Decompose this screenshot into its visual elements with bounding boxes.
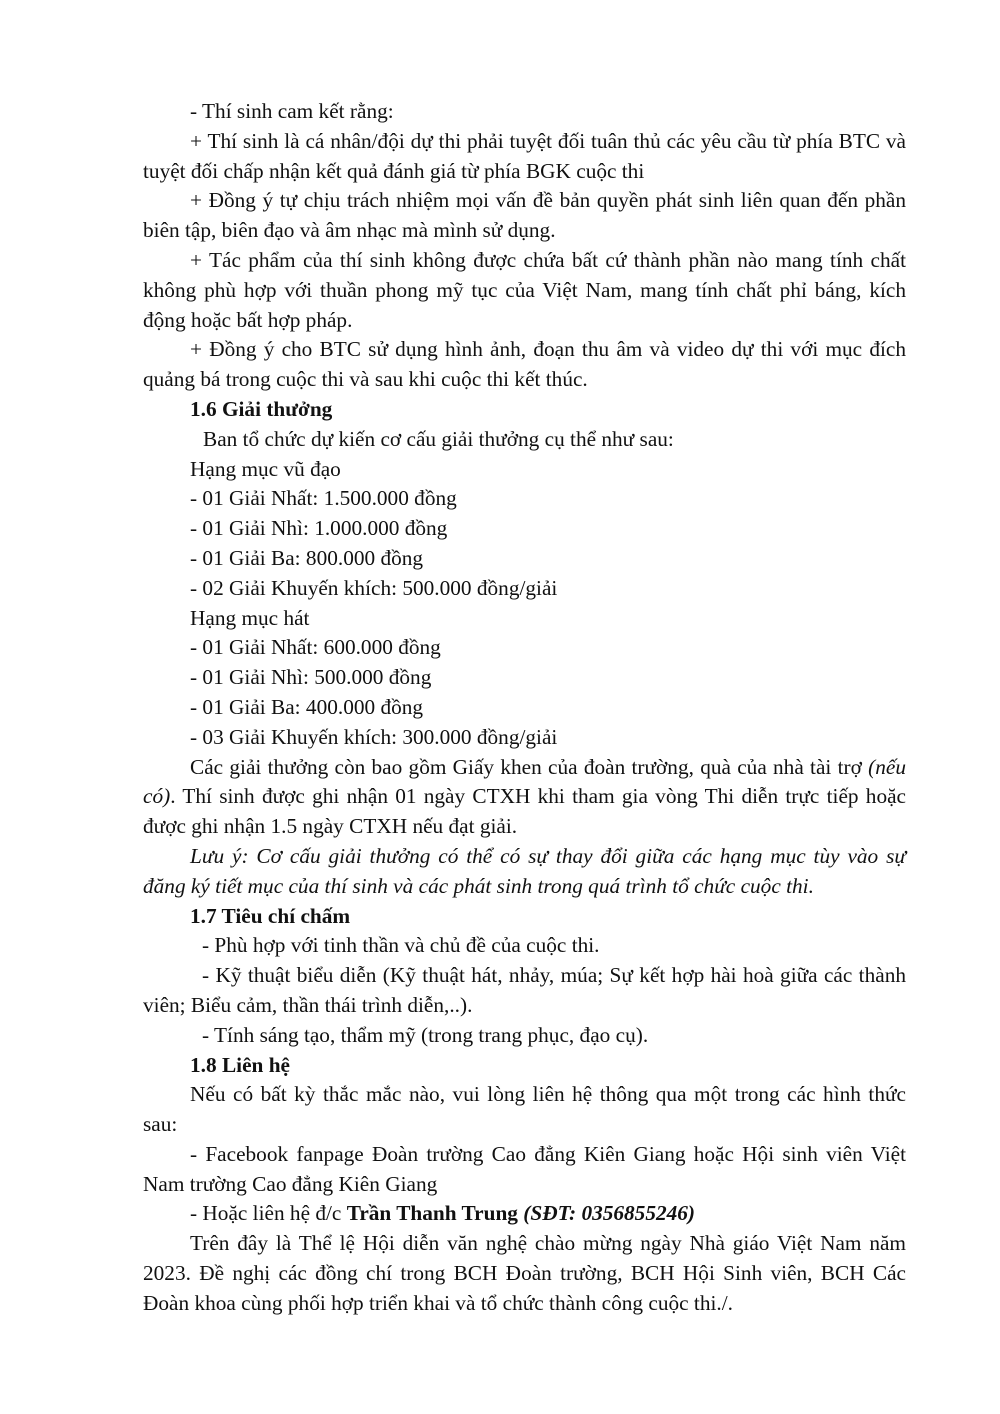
prize-item: - 03 Giải Khuyến khích: 300.000 đồng/giải xyxy=(190,724,558,749)
section-heading-criteria: 1.7 Tiêu chí chấm xyxy=(190,903,351,928)
prize-item: - 01 Giải Nhất: 600.000 đồng xyxy=(190,635,441,660)
prize-item: - 01 Giải Nhì: 1.000.000 đồng xyxy=(190,516,448,541)
prize-category-dance xyxy=(143,455,906,604)
prize-item: - 01 Giải Ba: 400.000 đồng xyxy=(190,694,424,719)
contact-person xyxy=(143,1199,906,1229)
prizes-extra-text-after: . Thí sinh được ghi nhận 01 ngày CTXH khi tham gia vòng Thi diễn trực tiếp hoặc được ghi nhận 1.5 ngày CTXH nếu đạt giải. xyxy=(143,784,906,839)
closing-paragraph: Trên đây là Thể lệ Hội diễn văn nghệ chào mừng ngày Nhà giáo Việt Nam năm 2023. Đề nghị các đồng chí trong BCH Đoàn trường, BCH Hội Sinh viên, BCH Các Đoàn khoa cùng phối hợp triển khai và tổ chức thành công cuộc thi./. xyxy=(143,1231,906,1315)
criteria-item: - Kỹ thuật biểu diễn (Kỹ thuật hát, nhảy, múa; Sự kết hợp hài hoà giữa các thành viên; Biểu cảm, thần thái trình diễn,..). xyxy=(143,963,906,1017)
prize-item: - 02 Giải Khuyến khích: 500.000 đồng/giải xyxy=(190,575,558,600)
contact-person-name: Trần Thanh Trung xyxy=(346,1201,518,1226)
criteria-item: - Tính sáng tạo, thẩm mỹ (trong trang phục, đạo cụ). xyxy=(202,1022,649,1047)
commitment-item: + Đồng ý tự chịu trách nhiệm mọi vấn đề bản quyền phát sinh liên quan đến phần biên tập, biên đạo và âm nhạc mà mình sử dụng. xyxy=(143,188,906,243)
prize-item: - 01 Giải Nhì: 500.000 đồng xyxy=(190,665,432,690)
prizes-extra-italic: (nếu có) xyxy=(143,754,906,809)
contact-facebook: - Facebook fanpage Đoàn trường Cao đẳng Kiên Giang hoặc Hội sinh viên Việt Nam trường Cao đẳng Kiên Giang xyxy=(143,1141,906,1196)
section-heading-contact: 1.8 Liên hệ xyxy=(190,1052,290,1077)
prizes-extra-text: Các giải thưởng còn bao gồm Giấy khen của đoàn trường, quà của nhà tài trợ xyxy=(190,754,869,779)
criteria-item: - Phù hợp với tinh thần và chủ đề của cuộc thi. xyxy=(202,933,600,958)
contact-intro: Nếu có bất kỳ thắc mắc nào, vui lòng liên hệ thông qua một trong các hình thức sau: xyxy=(143,1082,906,1137)
document-page xyxy=(143,97,906,1319)
commitment-intro: - Thí sinh cam kết rằng: xyxy=(190,99,394,123)
prizes-note: Lưu ý: Cơ cấu giải thưởng có thể có sự thay đổi giữa các hạng mục tùy vào sự đăng ký tiết mục của thí sinh và các phát sinh trong quá trình tổ chức cuộc thi. xyxy=(143,843,906,898)
prize-category-title: Hạng mục vũ đạo xyxy=(190,456,341,481)
prizes-intro: Ban tổ chức dự kiến cơ cấu giải thưởng cụ thể như sau: xyxy=(203,426,674,451)
prizes-extra xyxy=(143,753,906,842)
commitment-item: + Tác phẩm của thí sinh không được chứa bất cứ thành phần nào mang tính chất không phù hợp với thuần phong mỹ tục của Việt Nam, mang tính chất phỉ báng, kích động hoặc bất hợp pháp. xyxy=(143,247,906,332)
section-heading-prizes: 1.6 Giải thưởng xyxy=(190,396,333,421)
contact-person-phone: (SĐT: 0356855246) xyxy=(517,1201,696,1226)
commitment-item: + Đồng ý cho BTC sử dụng hình ảnh, đoạn thu âm và video dự thi với mục đích quảng bá trong cuộc thi và sau khi cuộc thi kết thúc. xyxy=(143,337,906,392)
prize-category-title: Hạng mục hát xyxy=(190,605,310,630)
prize-category-singing xyxy=(143,604,906,753)
prize-item: - 01 Giải Nhất: 1.500.000 đồng xyxy=(190,486,457,511)
prize-item: - 01 Giải Ba: 800.000 đồng xyxy=(190,545,424,570)
commitment-item: + Thí sinh là cá nhân/đội dự thi phải tuyệt đối tuân thủ các yêu cầu từ phía BTC và tuyệt đối chấp nhận kết quả đánh giá từ phía BGK cuộc thi xyxy=(143,128,906,183)
contact-person-prefix: - Hoặc liên hệ đ/c xyxy=(190,1201,347,1226)
